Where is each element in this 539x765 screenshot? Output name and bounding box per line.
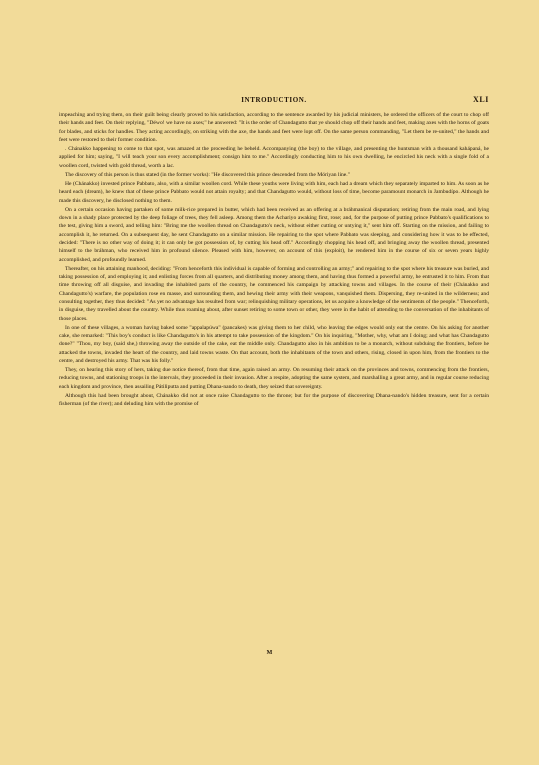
paragraph: The discovery of this person is thus stated (in the former works): "He discovered this prince descended from the Móriyan line." [65,171,350,178]
paragraph: Thereafter, on his attaining manhood, deciding: "From henceforth this individual is capable of forming and controlling an army;" and repairing to the spot where his treasure was buried, and taking possession of, and employing it; and enlisting forces from all quarters, and distributing money among them, and having thus formed a powerful army, he entrusted it to him. From that time throwing off all disguise, and invading the inhabited parts of the country, he commenced his campaign by attacking towns and villages. In the course of their (Chánakko and Chandagutto's) warfare, the population rose en masse, and surrounding them, and hewing their army with their weapons, vanquished them. Dispersing, they re-united in the wilderness; and consulting together, they thus decided: "As yet no advantage has resulted from war; relinquishing military operations, let us acquire a knowledge of the sentiments of the people." Thenceforth, in disguise, they travelled about the country. While thus roaming about, after sunset retiring to some town or other, they were in the habit of attending to the conversation of the inhabitants of those places. [59,265,489,322]
running-title: INTRODUCTION. [241,96,307,104]
paragraph: They, on hearing this story of hers, taking due notice thereof, from that time, again raised an army. On resuming their attack on the provinces and towns, commencing from the frontiers, reducing towns, and stationing troops in the intervals, they proceeded in their invasion. After a respite, adopting the same system, and marshalling a great army, and in regular course reducing each kingdom and province, then assailing Pátiliputta and putting Dhana-nando to death, they seized that sovereignty. [59,367,489,390]
signature-mark: M [266,650,273,656]
page-number: XLI [472,95,489,104]
paragraph: He (Chánakko) invested prince Pabbato, also, with a similar woollen cord. While these youths were living with him, each had a dream which they separately imparted to him. As soon as he heard each (dream), he knew that of these prince Pabbato would not attain royalty; and that Chandagutto would, without loss of time, become paramount monarch in Jambudípo. Although he made this discovery, he disclosed nothing to them. [59,181,489,204]
body-text [59,111,489,409]
paragraph: impeaching and trying them, on their guilt being clearly proved to his satisfaction, according to the sentence awarded by his judicial ministers, he ordered the officers of the court to chop off their hands and feet. On their replying, "Déwo! we have no axes;" he answered: "It is the order of Chandagutto that ye should chop off their hands and feet, making axes with the horns of goats for blades, and sticks for handles. They acting accordingly, on striking with the axe, the hands and feet were lopt off. On the same person commanding, "Let them be re-united," the hands and feet were restored to their former condition. [59,112,489,143]
paragraph: Although this had been brought about, Chánakko did not at once raise Chandagutto to the throne; but for the purpose of discovering Dhana-nando's hidden treasure, sent for a certain fisherman (of the river); and deluding him with the promise of [59,392,489,408]
paragraph: . Chánakko happening to come to that spot, was amazed at the proceeding he beheld. Accompanying (the boy) to the village, and presenting the huntsman with a thousand kahápaná, he applied for him; saying, "I will teach your son every accomplishment; consign him to me." Accordingly conducting him to his own dwelling, he encircled his neck with a single fold of a woollen cord, twisted with gold thread, worth a lac. [59,146,489,169]
paragraph: On a certain occasion having partaken of some milk-rice prepared in butter, which had been received as an offering at a bráhmanical disputation; retiring from the main road, and lying down in a shady place protected by the deep foliage of trees, they fell asleep. Among them the Achariyo awaking first, rose; and, for the purpose of putting prince Pabbato's qualifications to the test, giving him a sword, and telling him: "Bring me the woollen thread on Chandagutto's neck, without either cutting or untying it," sent him off. Starting on the mission, and failing to accomplish it, he returned. On a subsequent day, he sent Chandagutto on a similar mission. He repairing to the spot where Pabbato was sleeping, and considering how it was to be effected, decided: "There is no other way of doing it; it can only be got possession of, by cutting his head off." Accordingly chopping his head off, and bringing away the woollen thread, presented himself to the bráhman, who received him in profound silence. Pleased with him, however, on account of this (exploit), he rendered him in the course of six or seven years highly accomplished, and profoundly learned. [59,206,489,263]
running-header [59,96,489,108]
paragraph: In one of these villages, a woman having baked some "appalapúwa" (pancakes) was giving them to her child, who leaving the edges would only eat the centre. On his asking for another cake, she remarked: "This boy's conduct is like Chandagutto's in his attempt to take possession of the kingdom." On his inquiring, "Mother, why, what am I doing; and what has Chandagutto done?" "Thou, my boy, (said she,) throwing away the outside of the cake, eat the middle only. Chandagutto also in his ambition to be a monarch, without subduing the frontiers, before he attacked the towns, invaded the heart of the country, and laid towns waste. On that account, both the inhabitants of the town and others, rising, closed in upon him, from the frontiers to the centre, and destroyed his army. That was his folly." [59,324,489,364]
